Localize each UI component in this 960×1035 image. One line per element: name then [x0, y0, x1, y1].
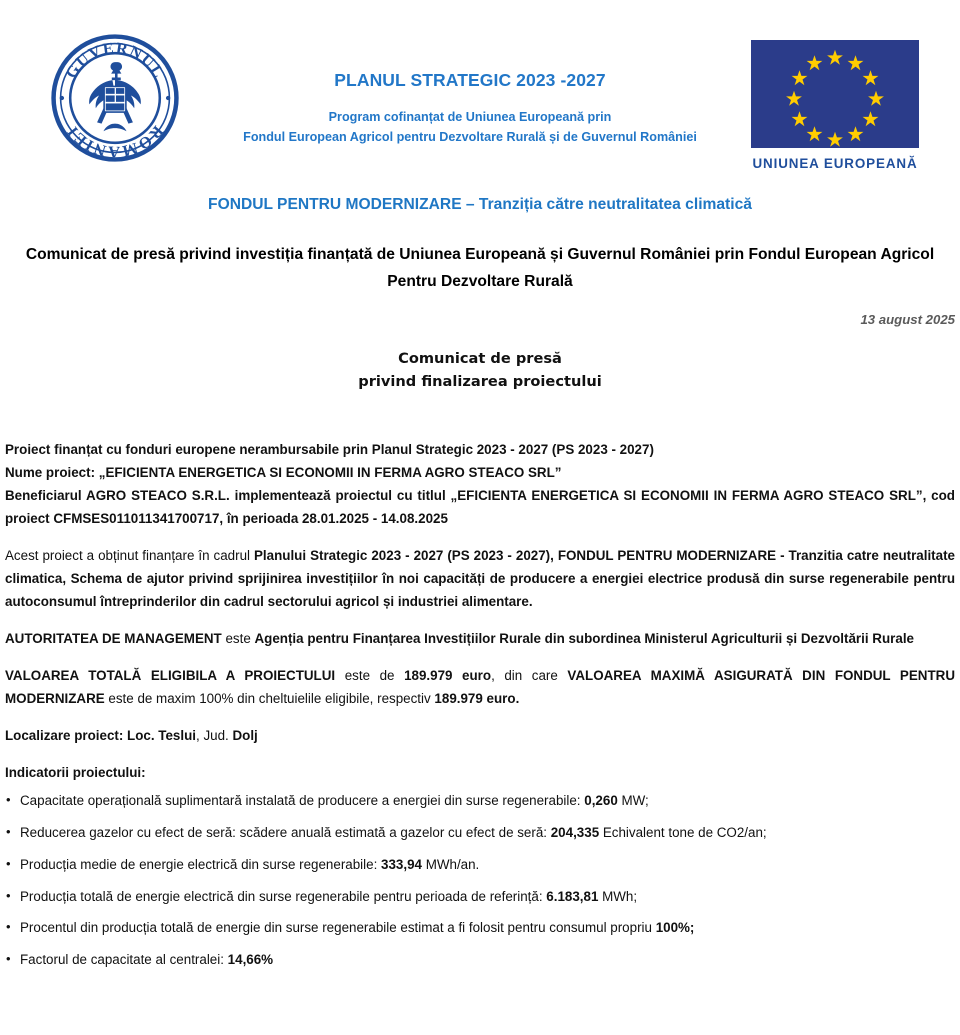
indicator-value: 14,66%	[227, 951, 274, 967]
list-item	[5, 822, 955, 844]
eu-label: UNIUNEA EUROPEANĂ	[752, 156, 918, 171]
indicator-unit: Echivalent tone de CO2/an;	[599, 825, 767, 841]
indicator-unit: MW;	[617, 793, 649, 809]
management-authority-connector: este	[221, 631, 255, 647]
paragraph-project-location	[5, 724, 955, 747]
svg-text:ROMÂNIEI: ROMÂNIEI	[63, 122, 167, 160]
document-date: 13 august 2025	[860, 311, 955, 327]
fund-modernization-line: FONDUL PENTRU MODERNIZARE – Tranziția către neutralitatea climatică	[208, 196, 752, 213]
press-heading-line2: privind finalizarea proiectului	[358, 373, 602, 391]
financing-lead-text: Acest proiect a obținut finanțare în cadrul	[5, 548, 254, 564]
total-value-label: VALOAREA TOTALĂ ELIGIBILA A PROIECTULUI	[5, 668, 336, 684]
indicator-value: 100%;	[655, 920, 695, 936]
page-title: Comunicat de presă privind investiția finanțată de Uniunea Europeană și Guvernul României prin Fondul European Agricol Pentru Dezvoltare Rurală	[25, 246, 935, 290]
max-value-amount: 189.979 euro.	[434, 691, 520, 707]
max-value-label: VALOAREA MAXIMĂ ASIGURATĂ DIN FONDUL PENTRU MODERNIZARE	[5, 668, 955, 707]
indicator-unit: MWh/an.	[421, 856, 480, 872]
program-subtitle-line1: Program cofinanțat de Uniunea Europeană prin	[328, 110, 612, 124]
location-label: Localizare proiect: Loc. Teslui	[5, 728, 196, 744]
list-item	[5, 790, 955, 812]
indicator-unit: MWh;	[598, 888, 638, 904]
value-connector-2: , din care	[491, 668, 568, 684]
paragraph-project-value	[5, 664, 955, 710]
indicator-text: Producția totală de energie electrică din surse regenerabile pentru perioada de referință:	[20, 888, 547, 904]
program-subtitle-line2: Fondul European Agricol pentru Dezvoltare Rurală și de Guvernul României	[243, 129, 697, 144]
list-item	[5, 854, 955, 876]
indicators-list	[5, 790, 955, 970]
indicator-text: Reducerea gazelor cu efect de seră: scădere anuală estimată a gazelor cu efect de seră:	[20, 825, 551, 841]
paragraph-management-authority	[5, 627, 955, 650]
press-release-heading	[0, 347, 960, 394]
svg-text:GUVERNUL: GUVERNUL	[62, 39, 168, 82]
value-connector-3: este de maxim 100% din cheltuielile eligibile, respectiv	[104, 691, 435, 707]
romanian-government-seal-icon	[51, 34, 179, 162]
financing-bold-text: Planului Strategic 2023 - 2027 (PS 2023 - 2027), FONDUL PENTRU MODERNIZARE - Tranzitia catre neutralitate climatica, Schema de ajutor privind sprijinirea investițiilor în noi capacități de producere a energiei electrice produsă din surse regenerabile pentru autoconsumul întreprinderilor din cadrul sectorului agricol și industriei alimentare.	[5, 548, 955, 610]
indicator-value: 6.183,81	[546, 888, 599, 904]
eu-flag-stars	[751, 40, 919, 148]
paragraph-financing-framework	[5, 544, 955, 613]
program-title: PLANUL STRATEGIC 2023 -2027	[334, 70, 606, 90]
indicator-value: 333,94	[381, 856, 422, 872]
indicator-text: Procentul din producția totală de energie din surse regenerabile estimat a fi folosit pentru consumul propriu	[20, 920, 656, 936]
eu-logo-container	[710, 28, 960, 171]
indicator-text: Factorul de capacitate al centralei:	[20, 951, 228, 967]
list-item	[5, 917, 955, 939]
document-header	[0, 0, 960, 180]
total-value-amount: 189.979 euro	[404, 668, 492, 684]
indicator-value: 0,260	[584, 793, 618, 809]
paragraph-project-name: Nume proiect: „EFICIENTA ENERGETICA SI ECONOMII IN FERMA AGRO STEACO SRL”	[5, 464, 562, 480]
indicators-heading: Indicatorii proiectului:	[5, 765, 146, 781]
header-program-text	[230, 28, 710, 147]
indicator-value: 204,335	[550, 825, 600, 841]
press-heading-line1: Comunicat de presă	[398, 349, 562, 367]
indicator-text: Producția medie de energie electrică din surse regenerabile:	[20, 856, 382, 872]
paragraph-funding-source: Proiect finanțat cu fonduri europene nerambursabile prin Planul Strategic 2023 - 2027 (PS 2023 - 2027)	[5, 441, 654, 457]
government-seal-container	[0, 28, 230, 162]
indicator-text: Capacitate operațională suplimentară instalată de producere a energiei din surse regenerabile:	[20, 793, 585, 809]
paragraph-beneficiary: Beneficiarul AGRO STEACO S.R.L. implementează proiectul cu titlul „EFICIENTA ENERGETICA SI ECONOMII IN FERMA AGRO STEACO SRL”, cod proiect CFMSES011011341700717, în perioada 28.01.2025 - 14.08.2025	[5, 488, 955, 527]
management-authority-name: Agenția pentru Finanțarea Investițiilor Rurale din subordinea Ministerul Agriculturii și Dezvoltării Rurale	[254, 631, 914, 647]
location-county: Dolj	[232, 728, 258, 744]
program-subtitle	[230, 108, 710, 147]
list-item	[5, 886, 955, 908]
management-authority-label: AUTORITATEA DE MANAGEMENT	[5, 631, 222, 647]
total-value-connector: este de	[335, 668, 405, 684]
list-item	[5, 949, 955, 971]
eu-flag-icon	[751, 40, 919, 148]
location-connector: , Jud.	[196, 728, 233, 744]
document-body	[0, 438, 960, 971]
